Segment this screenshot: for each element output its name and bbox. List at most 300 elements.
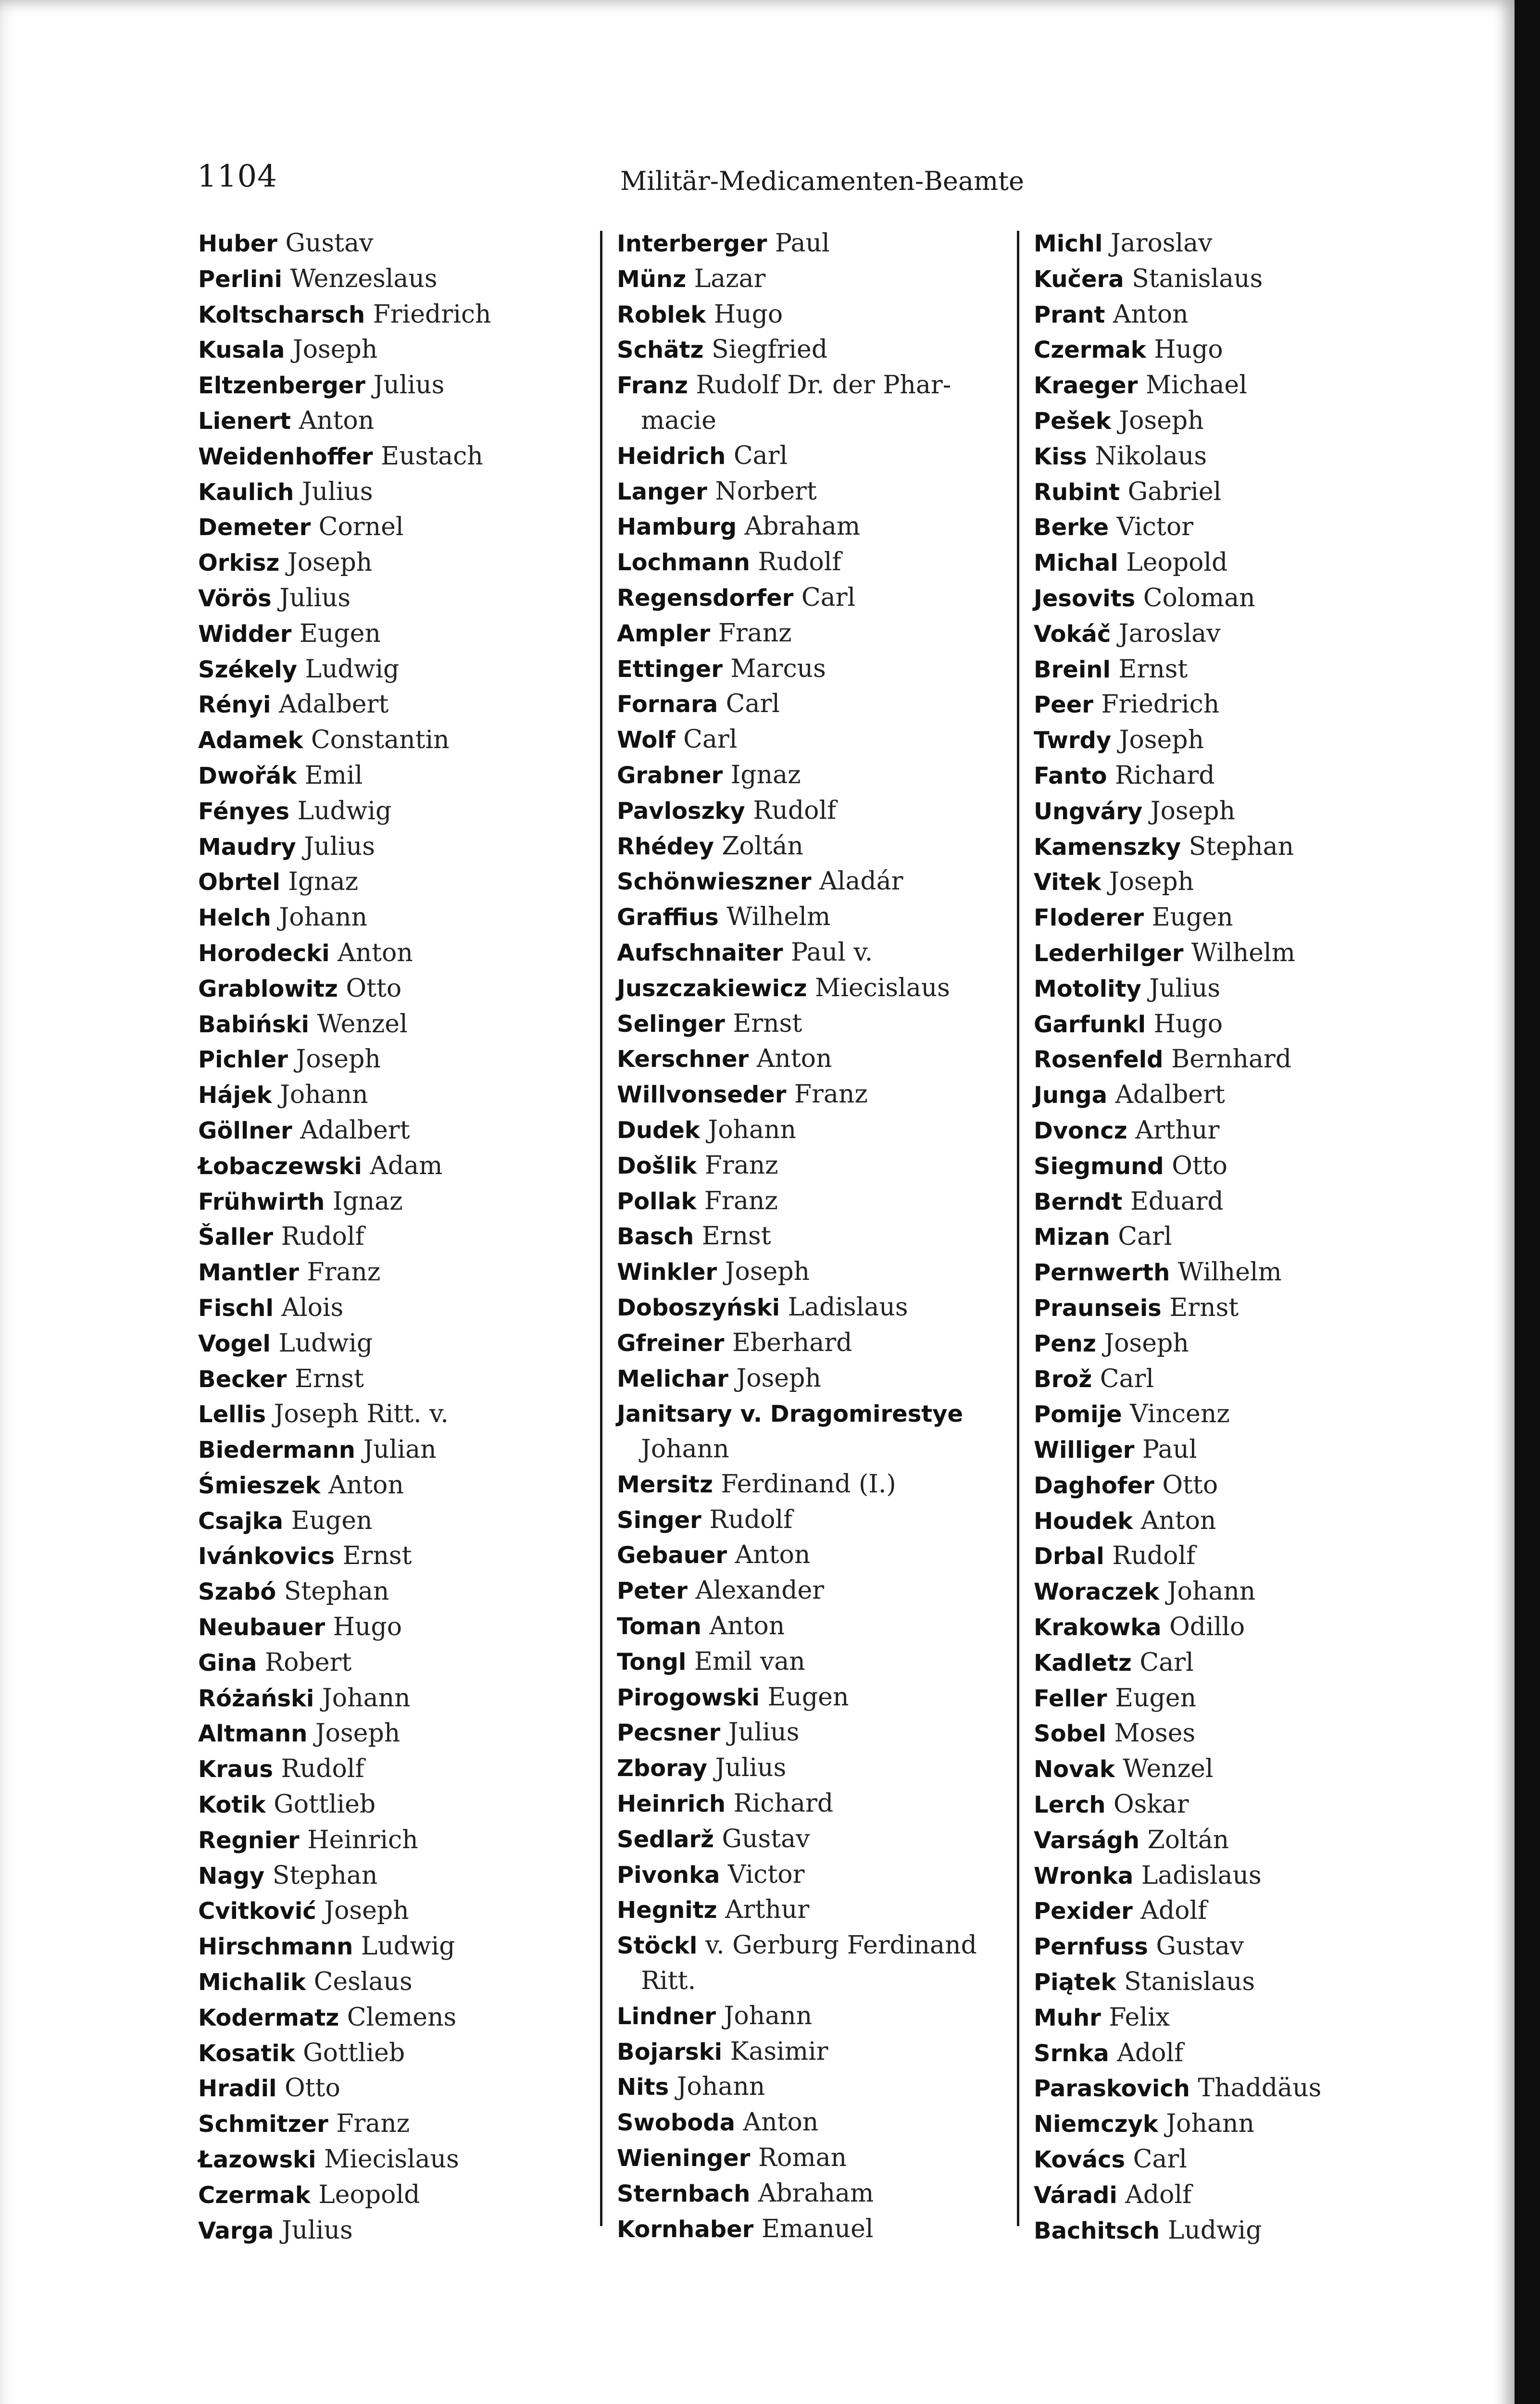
surname: Helch [198, 904, 271, 932]
given-name: Rudolf [758, 548, 841, 577]
name-entry [198, 1255, 597, 1290]
surname: Kamenszky [1034, 833, 1181, 861]
surname: Roblek [617, 301, 706, 328]
name-entry [617, 545, 1016, 580]
name-entry [617, 1538, 1016, 1573]
name-entry [1034, 1113, 1423, 1149]
given-name: Franz [794, 1080, 868, 1109]
given-name: Ignaz [288, 867, 359, 897]
surname: Hamburg [617, 513, 737, 541]
given-name: macie [641, 406, 716, 435]
page-number: 1104 [197, 159, 277, 194]
surname: Cvitković [198, 1898, 316, 1925]
surname: Pomije [1034, 1401, 1122, 1428]
surname: Kovács [1034, 2146, 1126, 2174]
surname: Winkler [617, 1259, 717, 1286]
given-name: Cornel [318, 513, 404, 542]
name-entry [1034, 1681, 1423, 1716]
surname: Junga [1034, 1082, 1107, 1109]
surname: Fanto [1034, 762, 1107, 789]
surname: Kraus [198, 1756, 273, 1783]
given-name: Wilhelm [726, 902, 831, 932]
surname: Srnka [1034, 2040, 1109, 2067]
given-name: Adolf [1125, 2180, 1192, 2209]
name-entry [617, 368, 1016, 403]
surname: Vogel [198, 1330, 271, 1357]
name-entry [617, 2069, 1016, 2105]
name-entry [1034, 1468, 1423, 1503]
surname: Wronka [1034, 1862, 1134, 1890]
name-entry [198, 652, 597, 688]
surname: Orkisz [198, 550, 280, 577]
given-name: Johann [1167, 1577, 1256, 1606]
surname: Rubint [1034, 478, 1120, 506]
given-name: Julius [715, 1753, 787, 1783]
name-entry [198, 1610, 597, 1645]
name-entry [1034, 1362, 1423, 1397]
name-entry [1034, 900, 1423, 936]
given-name: Hugo [1154, 335, 1223, 364]
given-name: Joseph [1119, 726, 1204, 755]
surname: Tongl [617, 1648, 687, 1676]
given-name: Eustach [381, 441, 483, 471]
name-entry [617, 1041, 1016, 1077]
given-name: Victor [1116, 513, 1193, 542]
surname: Fényes [198, 798, 289, 825]
surname: Garfunkl [1034, 1011, 1146, 1038]
given-name: Carl [733, 441, 788, 470]
surname: Hirschmann [198, 1933, 353, 1961]
surname: Pexider [1034, 1898, 1133, 1925]
name-entry [617, 864, 1016, 900]
given-name: Friedrich [1101, 690, 1220, 719]
surname: Różański [198, 1685, 314, 1712]
name-entry [198, 2213, 597, 2249]
name-entry [1034, 297, 1423, 333]
name-column-2 [617, 226, 1016, 2247]
given-name: Julius [281, 2216, 353, 2245]
given-name: Emanuel [761, 2214, 874, 2243]
given-name: Joseph Ritt. v. [274, 1400, 449, 1429]
given-name: Rudolf [709, 1505, 793, 1534]
name-entry [198, 2142, 597, 2178]
surname: Langer [617, 478, 707, 505]
given-name: Carl [726, 689, 780, 719]
surname: Kaulich [198, 478, 294, 506]
surname: Heidrich [617, 442, 726, 470]
given-name: Richard [1115, 761, 1215, 790]
name-entry [198, 1929, 597, 1965]
surname: Vitek [1034, 869, 1102, 896]
given-name: Arthur [1135, 1115, 1220, 1145]
surname: Śmieszek [198, 1472, 321, 1499]
name-entry [1034, 1326, 1423, 1362]
given-name: Adam [370, 1151, 443, 1180]
name-entry [1034, 971, 1423, 1007]
name-entry [198, 687, 597, 723]
given-name: Anton [1140, 1506, 1216, 1535]
name-entry [198, 1539, 597, 1574]
given-name: Abraham [744, 512, 861, 541]
given-name: Oskar [1113, 1790, 1189, 1819]
given-name: Hugo [714, 300, 783, 329]
name-entry [617, 793, 1016, 829]
name-entry [198, 1681, 597, 1716]
surname: Mersitz [617, 1471, 713, 1498]
surname: Dwořák [198, 762, 297, 789]
name-entry [198, 900, 597, 936]
name-entry [617, 2034, 1016, 2070]
given-name: Wilhelm [1191, 938, 1295, 967]
given-name: Anton [743, 2108, 819, 2137]
surname: Sedlarž [617, 1826, 714, 1853]
name-entry [1034, 262, 1423, 297]
surname: Pichler [198, 1046, 288, 1074]
given-name: Alois [281, 1293, 344, 1322]
given-name: Franz [704, 1186, 778, 1215]
surname: Kraeger [1034, 372, 1138, 400]
name-entry [1034, 829, 1423, 865]
surname: Biedermann [198, 1437, 355, 1464]
name-entry [198, 2106, 597, 2142]
name-entry [198, 1503, 597, 1539]
given-name: Adolf [1117, 2038, 1184, 2067]
given-name: Friedrich [373, 300, 491, 329]
given-name: Franz [718, 618, 792, 648]
surname: Czermak [198, 2181, 311, 2209]
surname: Breinl [1034, 656, 1111, 683]
given-name: Gottlieb [303, 2038, 405, 2067]
surname: Vörös [198, 585, 272, 612]
name-entry [198, 226, 597, 262]
given-name: Julius [1149, 974, 1221, 1003]
name-column-1 [198, 226, 597, 2248]
given-name: Joseph [1119, 406, 1204, 435]
surname: Widder [198, 620, 292, 648]
surname: Sobel [1034, 1720, 1106, 1748]
given-name: Paul [1142, 1435, 1197, 1465]
given-name: Michael [1145, 371, 1247, 400]
name-entry-continuation [617, 1964, 1016, 1999]
name-entry [617, 1680, 1016, 1715]
name-entry [617, 1502, 1016, 1538]
surname: Heinrich [617, 1790, 726, 1818]
given-name: Adolf [1140, 1896, 1207, 1926]
given-name: Julius [373, 371, 445, 400]
given-name: Carl [683, 725, 738, 754]
given-name: Ernst [701, 1222, 771, 1251]
surname: Váradi [1034, 2181, 1117, 2209]
given-name: Wenzeslaus [290, 264, 438, 293]
surname: Lellis [198, 1401, 266, 1428]
surname: Kotik [198, 1791, 266, 1819]
name-entry [617, 2176, 1016, 2212]
name-entry [617, 1326, 1016, 1361]
surname: Berndt [1034, 1188, 1123, 1215]
given-name: Eugen [1115, 1683, 1197, 1713]
surname: Ungváry [1034, 798, 1143, 825]
given-name: Felix [1109, 2003, 1170, 2032]
surname: Janitsary v. Dragomirestye [617, 1401, 964, 1428]
name-entry [198, 475, 597, 510]
name-entry [1034, 2036, 1423, 2071]
name-entry [617, 1077, 1016, 1113]
given-name: Paul [775, 229, 830, 258]
surname: Kerschner [617, 1046, 749, 1073]
name-entry [617, 1822, 1016, 1857]
column-rule-2 [1017, 231, 1019, 2226]
name-entry [617, 1006, 1016, 1042]
name-entry [617, 1290, 1016, 1326]
given-name: Johann [1166, 2109, 1254, 2139]
running-head: Militär-Medicamenten-Beamte [620, 166, 1024, 196]
given-name: v. Gerburg Ferdinand [705, 1931, 977, 1960]
given-name: Adalbert [1115, 1080, 1225, 1110]
given-name: Stanislaus [1124, 1967, 1255, 1997]
given-name: Joseph [736, 1364, 821, 1393]
given-name: Roman [758, 2143, 847, 2173]
name-entry [198, 368, 597, 403]
name-entry [1034, 2142, 1423, 2178]
given-name: Anton [299, 406, 375, 435]
surname: Houdek [1034, 1507, 1133, 1535]
given-name: Johann [280, 1080, 368, 1110]
name-entry [1034, 1077, 1423, 1113]
name-entry [617, 1928, 1016, 1964]
name-entry [198, 1787, 597, 1823]
given-name: Johann [641, 1435, 729, 1464]
name-entry [198, 616, 597, 652]
surname: Gina [198, 1649, 257, 1677]
surname: Becker [198, 1365, 287, 1393]
given-name: Vincenz [1130, 1400, 1230, 1429]
surname: Niemczyk [1034, 2111, 1158, 2138]
surname: Schmitzer [198, 2111, 328, 2138]
name-entry [198, 581, 597, 616]
given-name: Stanislaus [1132, 264, 1263, 293]
given-name: Richard [733, 1789, 834, 1818]
surname: Berke [1034, 514, 1109, 541]
name-entry [198, 1397, 597, 1432]
name-entry [198, 403, 597, 439]
surname: Stöckl [617, 1932, 698, 1960]
given-name: Carl [1118, 1222, 1172, 1252]
surname: Prant [1034, 301, 1105, 328]
name-entry [1034, 1574, 1423, 1610]
name-entry [198, 1858, 597, 1894]
name-entry [617, 722, 1016, 758]
name-entry [1034, 2071, 1423, 2106]
given-name: Constantin [311, 726, 450, 755]
surname: Weidenhoffer [198, 443, 373, 470]
name-entry [617, 262, 1016, 297]
given-name: Abraham [758, 2179, 874, 2208]
name-entry [198, 2036, 597, 2071]
given-name: Otto [285, 2074, 340, 2103]
surname: Juszczakiewicz [617, 975, 807, 1002]
surname: Ivánkovics [198, 1543, 335, 1570]
surname: Drbal [1034, 1543, 1104, 1570]
given-name: Miecislaus [814, 973, 950, 1002]
given-name: Hugo [333, 1613, 402, 1642]
surname: Penz [1034, 1330, 1096, 1357]
surname: Huber [198, 230, 277, 257]
given-name: Ignaz [332, 1187, 403, 1216]
surname: Muhr [1034, 2004, 1101, 2031]
surname: Rhédey [617, 833, 714, 860]
surname: Dvoncz [1034, 1117, 1127, 1144]
name-entry [1034, 403, 1423, 439]
name-entry [617, 1715, 1016, 1751]
name-entry [1034, 1893, 1423, 1929]
surname: Kosatik [198, 2040, 295, 2067]
surname: Floderer [1034, 904, 1144, 932]
given-name: Julius [728, 1718, 800, 1747]
surname: Paraskovich [1034, 2075, 1190, 2103]
given-name: Ludwig [297, 796, 392, 826]
given-name: Ludwig [278, 1328, 373, 1358]
surname: Horodecki [198, 939, 330, 967]
surname: Wieninger [617, 2145, 751, 2172]
name-entry [1034, 2106, 1423, 2142]
given-name: Jaroslav [1110, 229, 1213, 258]
surname: Fischl [198, 1294, 274, 1322]
name-entry [617, 580, 1016, 616]
surname: Swoboda [617, 2109, 735, 2137]
given-name: Joseph [292, 335, 378, 364]
surname: Rényi [198, 691, 271, 719]
name-entry [198, 1113, 597, 1149]
given-name: Gustav [285, 229, 374, 258]
surname: Münz [617, 265, 687, 293]
given-name: Robert [264, 1648, 352, 1677]
given-name: Joseph [1104, 1328, 1189, 1358]
name-entry [1034, 1432, 1423, 1468]
given-name: Leopold [1126, 548, 1228, 577]
name-entry [198, 936, 597, 971]
given-name: Bernhard [1171, 1045, 1291, 1074]
surname: Lederhilger [1034, 939, 1184, 967]
given-name: Ferdinand (I.) [721, 1469, 896, 1499]
surname: Pernfuss [1034, 1933, 1148, 1961]
surname: Singer [617, 1506, 701, 1534]
given-name: Eugen [291, 1506, 373, 1535]
given-name: Ernst [342, 1541, 412, 1571]
surname: Pešek [1034, 407, 1111, 435]
surname: Regnier [198, 1827, 300, 1854]
given-name: Kasimir [730, 2037, 828, 2066]
surname: Nagy [198, 1862, 265, 1890]
given-name: Johann [708, 1115, 797, 1144]
given-name: Ceslaus [313, 1967, 413, 1997]
name-entry [617, 1573, 1016, 1609]
given-name: Nikolaus [1095, 441, 1207, 471]
surname: Dudek [617, 1116, 700, 1144]
name-entry [1034, 758, 1423, 794]
given-name: Julius [301, 477, 373, 506]
name-entry [617, 651, 1016, 687]
name-entry [1034, 687, 1423, 723]
name-entry [617, 1396, 1016, 1432]
name-entry [617, 1184, 1016, 1219]
name-entry [1034, 545, 1423, 581]
name-entry [1034, 332, 1423, 368]
given-name: Marcus [730, 654, 826, 683]
given-name: Ernst [294, 1364, 364, 1393]
name-entry [617, 829, 1016, 864]
name-entry [198, 1362, 597, 1397]
given-name: Paul v. [791, 938, 873, 967]
name-entry [198, 758, 597, 794]
given-name: Eduard [1130, 1187, 1224, 1216]
surname: Novak [1034, 1756, 1115, 1783]
surname: Woraczek [1034, 1578, 1160, 1606]
surname: Hegnitz [617, 1897, 717, 1924]
given-name: Ignaz [730, 760, 801, 789]
name-entry [617, 2212, 1016, 2247]
name-entry [617, 1644, 1016, 1680]
surname: Peter [617, 1578, 688, 1605]
name-entry [617, 1113, 1016, 1148]
name-entry [617, 1857, 1016, 1893]
name-entry [198, 1326, 597, 1362]
surname: Praunseis [1034, 1294, 1162, 1322]
surname: Willvonseder [617, 1081, 787, 1109]
name-entry [198, 1149, 597, 1184]
surname: Michal [1034, 550, 1118, 577]
surname: Kiss [1034, 443, 1087, 470]
name-entry [617, 1148, 1016, 1184]
surname: Brož [1034, 1365, 1092, 1393]
given-name: Rudolf [281, 1222, 364, 1252]
surname: Bojarski [617, 2038, 723, 2066]
given-name: Otto [1162, 1470, 1218, 1500]
name-entry [1034, 2000, 1423, 2036]
name-entry [617, 297, 1016, 333]
given-name: Joseph [296, 1045, 381, 1074]
surname: Babiński [198, 1011, 309, 1038]
given-name: Eberhard [732, 1328, 852, 1357]
surname: Zboray [617, 1755, 708, 1782]
name-entry [198, 794, 597, 829]
name-entry [198, 1574, 597, 1610]
name-entry [1034, 1397, 1423, 1432]
surname: Williger [1034, 1437, 1135, 1464]
name-entry [198, 545, 597, 581]
given-name: Joseph [324, 1896, 409, 1926]
name-entry [1034, 616, 1423, 652]
name-entry [617, 1254, 1016, 1290]
given-name: Gabriel [1127, 477, 1222, 506]
given-name: Siegfried [712, 335, 828, 364]
name-entry [1034, 1787, 1423, 1823]
surname: Fornara [617, 691, 718, 718]
name-entry [198, 1007, 597, 1042]
surname: Göllner [198, 1117, 292, 1144]
name-entry [198, 2178, 597, 2213]
given-name: Anton [756, 1044, 832, 1074]
surname: Koltscharsch [198, 301, 365, 328]
name-entry [1034, 368, 1423, 403]
surname: Doboszyński [617, 1294, 780, 1321]
name-entry [1034, 226, 1423, 262]
given-name: Moses [1114, 1719, 1196, 1748]
surname: Nits [617, 2074, 669, 2101]
name-entry [198, 2071, 597, 2106]
given-name: Julian [363, 1435, 437, 1465]
surname: Schönwieszner [617, 868, 812, 896]
name-entry [1034, 475, 1423, 510]
